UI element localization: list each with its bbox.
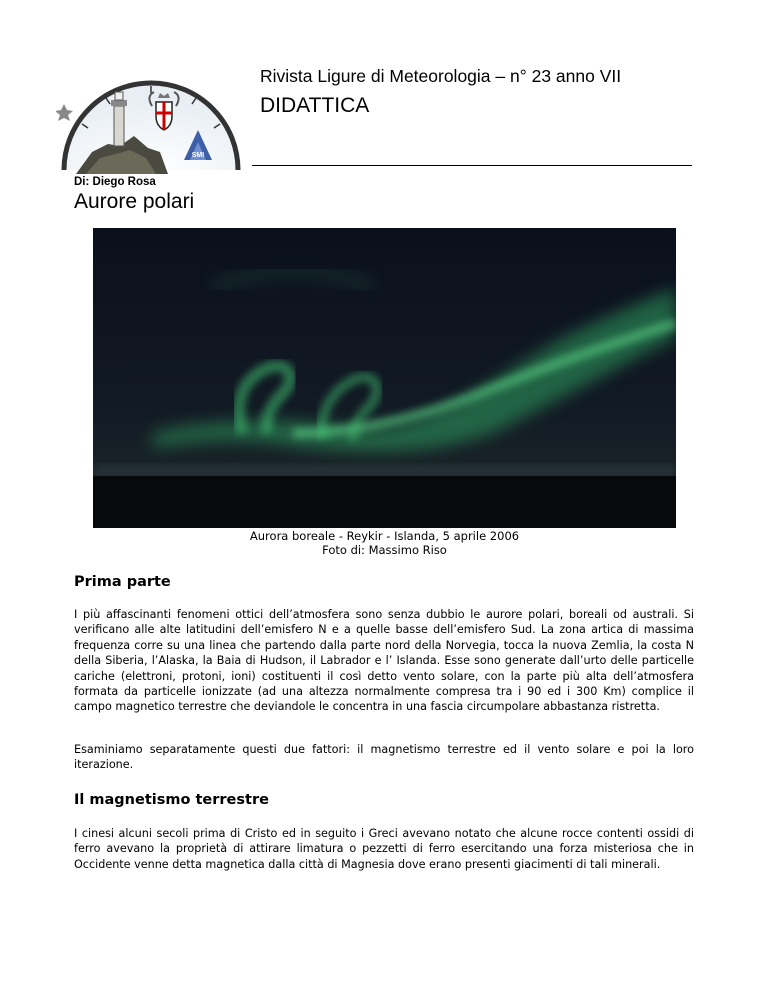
magazine-logo [56, 66, 244, 174]
heading-prima-parte: Prima parte [74, 574, 171, 590]
photo-caption: Aurora boreale - Reykir - Islanda, 5 aprile 2006 [249, 529, 520, 543]
photo-credit: Foto di: Massimo Riso [322, 543, 447, 557]
smi-badge-text: SMI [191, 152, 205, 159]
paragraph-intro: I più affascinanti fenomeni ottici dell’atmosfera sono senza dubbio le aurore polari, boreali od australi. Si verificano alle alte latitudini dell’emisfero N e a quelle basse dell’emisfero Sud. La zona artica di massima frequenza corre su una linea che partendo dalla parte nord della Norvegia, tocca la nuova Zemlia, la costa N della Siberia, l’Alaska, la Baia di Hudson, il Labrador e l’ Islanda. Esse sono generate dall’urto delle particelle cariche (elettroni, protoni, ioni) costituenti il così detto vento solare, con la parte più alta dell’atmosfera formata da particelle ionizzate (ad una altezza normalmente compresa tra i 90 ed i 300 Km) complice il campo magnetico terrestre che deviandole le concentra in una fascia circumpolare abbastanza ristretta. [74, 608, 694, 714]
article-author: Di: Diego Rosa [74, 176, 156, 188]
article-title: Aurore polari [74, 190, 195, 213]
paragraph-fattori: Esaminiamo separatamente questi due fattori: il magnetismo terrestre ed il vento solare e poi la loro iterazione. [74, 743, 694, 772]
section-title: DIDATTICA [260, 94, 370, 117]
heading-magnetismo: Il magnetismo terrestre [74, 792, 269, 808]
magazine-title: Rivista Ligure di Meteorologia – n° 23 anno VII [260, 66, 622, 86]
header-divider [252, 165, 692, 166]
paragraph-magnetismo: I cinesi alcuni secoli prima di Cristo ed in seguito i Greci avevano notato che alcune rocce contenti ossidi di ferro avevano la proprietà di attirare limatura o pezzetti di ferro esercitando una forza misteriosa che in Occidente venne detta magnetica dalla città di Magnesia dove erano presenti giacimenti di tali minerali. [74, 827, 694, 871]
aurora-photo [93, 228, 676, 528]
